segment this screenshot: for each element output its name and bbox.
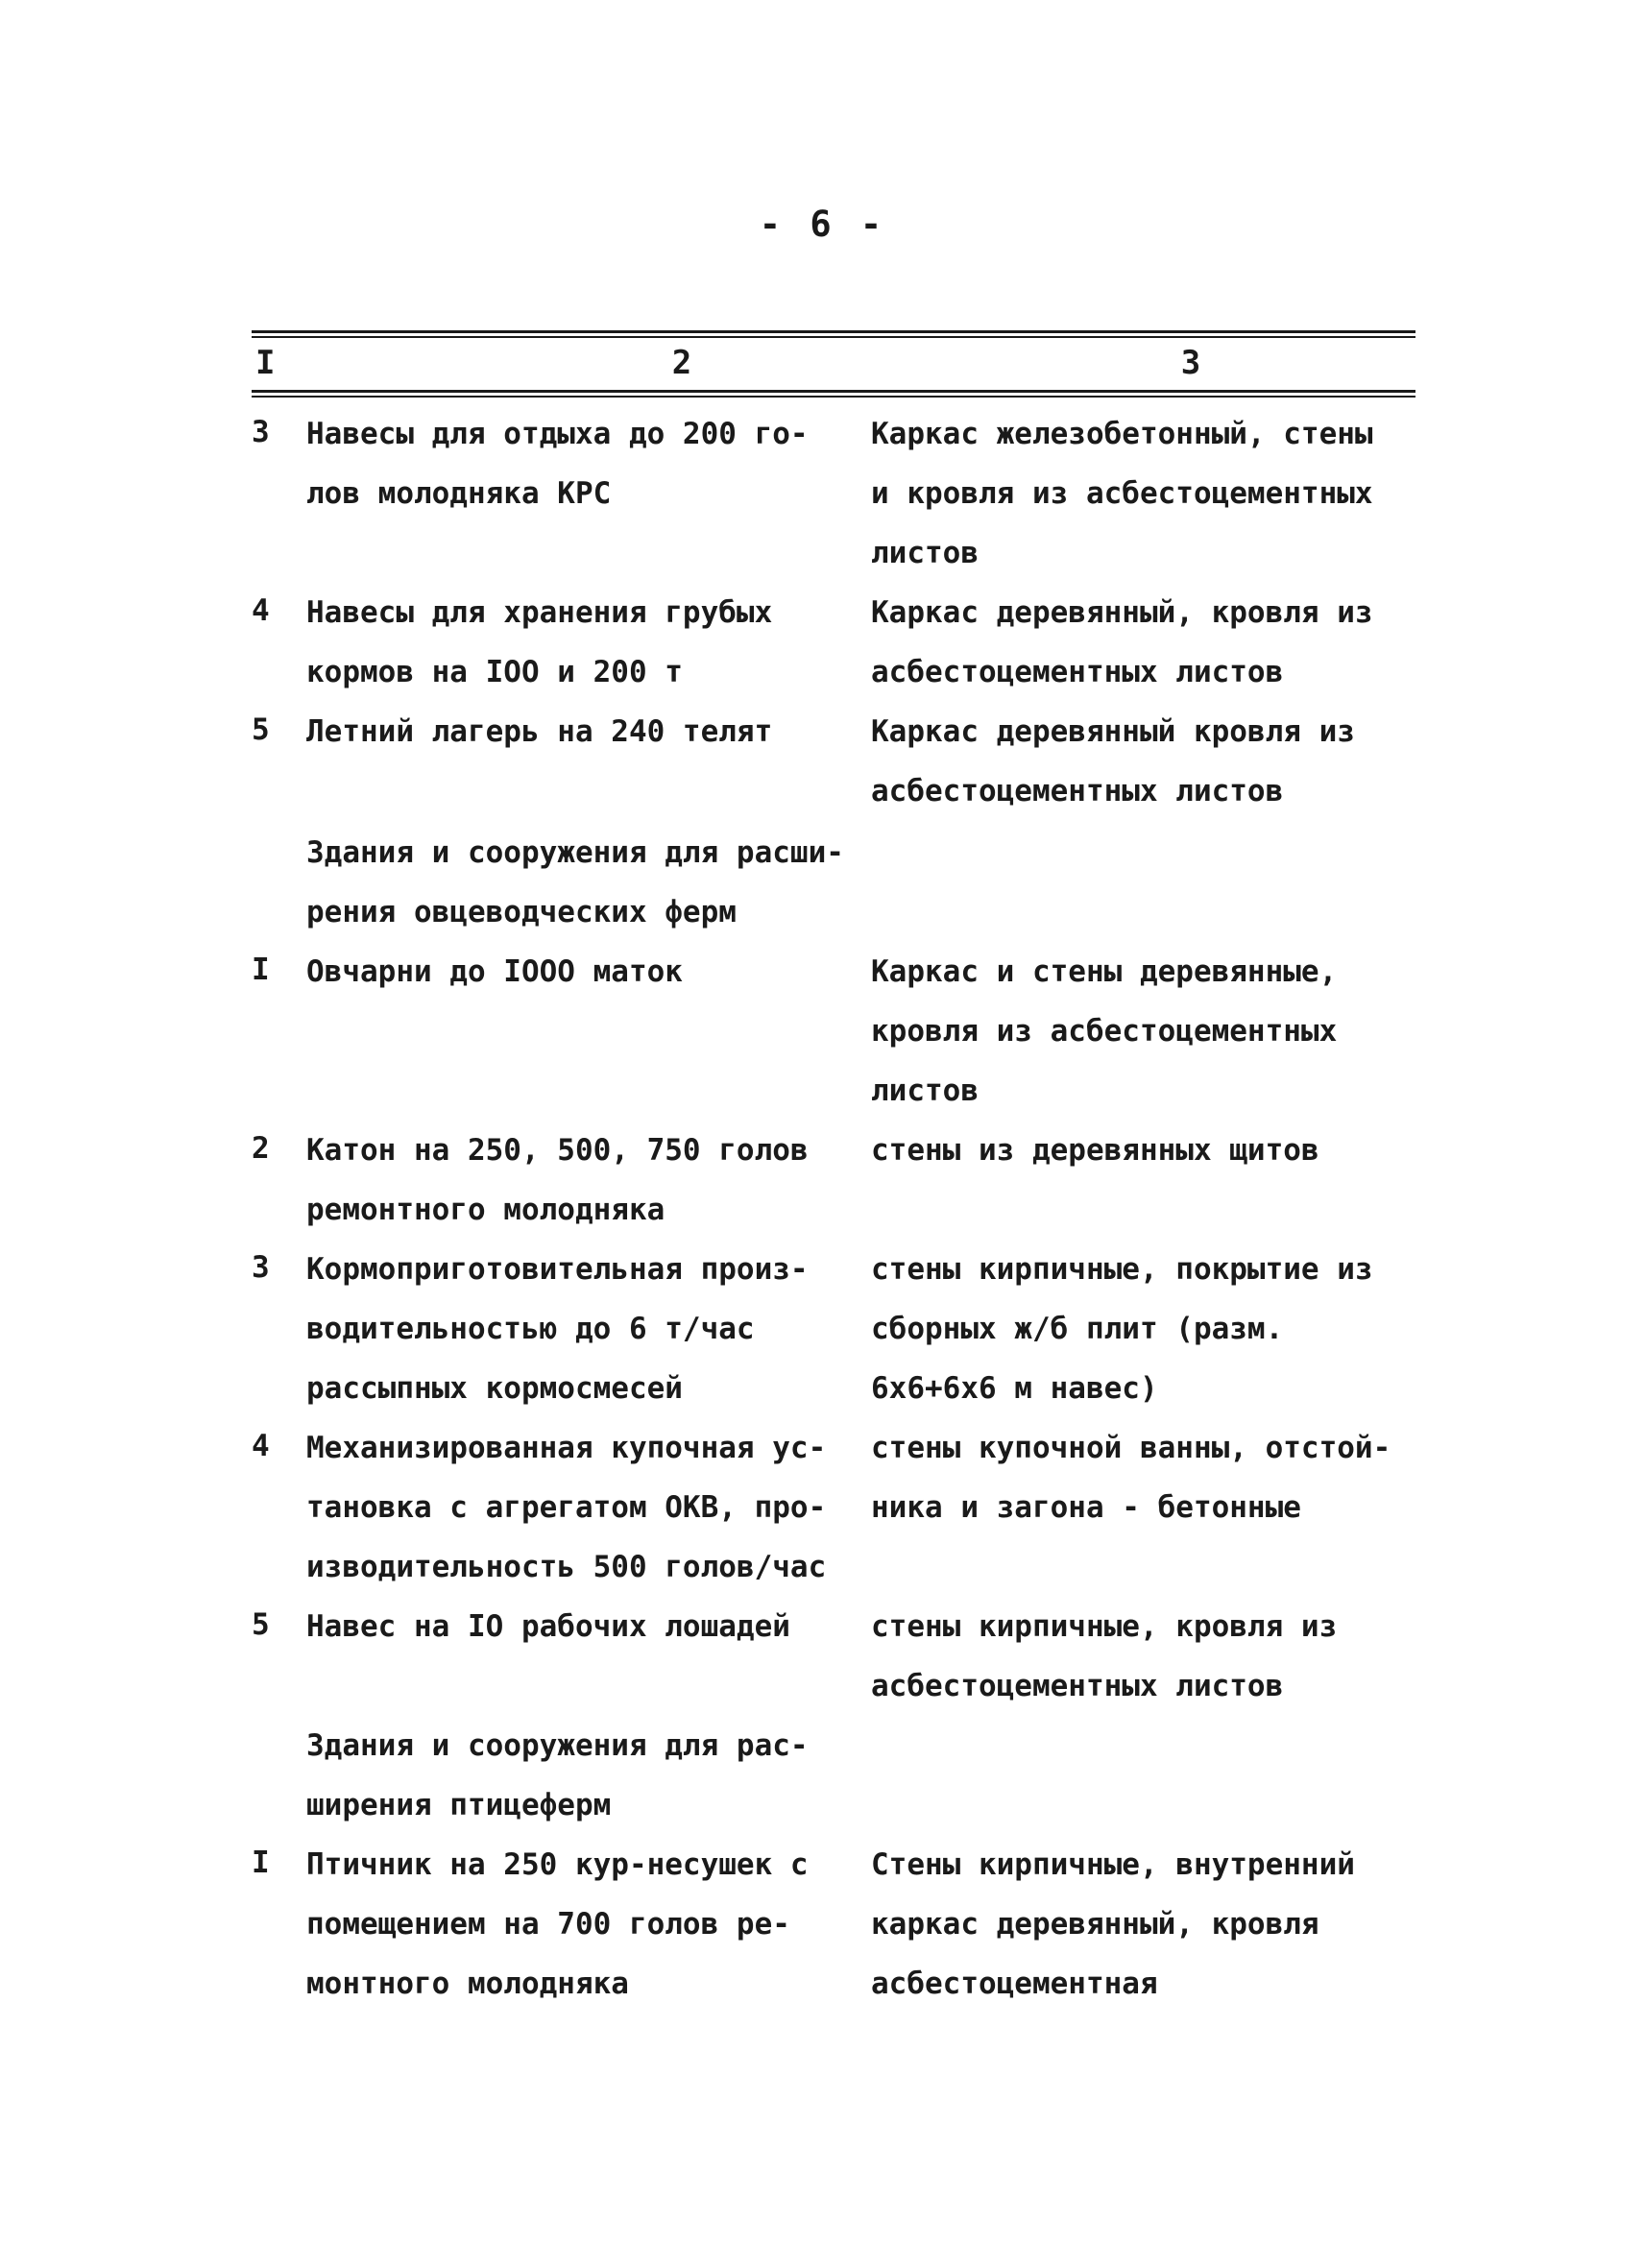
row-construction: листов	[871, 1074, 979, 1108]
row-construction: сборных ж/б плит (разм.	[871, 1312, 1284, 1346]
row-description: рассыпных кормосмесей	[306, 1371, 683, 1406]
row-number: 2	[252, 1131, 270, 1166]
row-construction: стены кирпичные, кровля из	[871, 1609, 1338, 1644]
section-heading: рения овцеводческих ферм	[306, 895, 737, 929]
row-number: 3	[252, 415, 270, 449]
row-construction: листов	[871, 536, 979, 570]
header-col-3: 3	[1180, 344, 1201, 382]
row-construction: асбестоцементных листов	[871, 774, 1284, 808]
row-description: монтного молодняка	[306, 1966, 629, 2001]
row-construction: асбестоцементная	[871, 1966, 1158, 2001]
row-description: Механизированная купочная ус-	[306, 1431, 827, 1465]
row-construction: Каркас деревянный кровля из	[871, 714, 1355, 749]
row-description: водительностью до 6 т/час	[306, 1312, 755, 1346]
header-col-1: I	[255, 344, 276, 382]
row-construction: ника и загона - бетонные	[871, 1490, 1301, 1525]
row-description: ремонтного молодняка	[306, 1193, 665, 1227]
section-heading: ширения птицеферм	[306, 1788, 612, 1822]
row-construction: стены кирпичные, покрытие из	[871, 1252, 1373, 1287]
row-number: 4	[252, 593, 270, 628]
row-construction: асбестоцементных листов	[871, 1669, 1284, 1703]
header-col-2: 2	[671, 344, 692, 382]
page-number: - 6 -	[759, 204, 886, 245]
row-description: Овчарни до IOOO маток	[306, 954, 683, 989]
row-construction: стены купочной ванны, отстой-	[871, 1431, 1391, 1465]
row-construction: кровля из асбестоцементных	[871, 1014, 1338, 1049]
row-construction: стены из деревянных щитов	[871, 1133, 1319, 1168]
row-description: Летний лагерь на 240 телят	[306, 714, 773, 749]
row-number: 5	[252, 1607, 270, 1642]
row-number: 4	[252, 1429, 270, 1463]
row-description: Навес на IO рабочих лошадей	[306, 1609, 790, 1644]
row-number: I	[252, 1846, 270, 1880]
row-number: I	[252, 953, 270, 987]
row-description: Птичник на 250 кур-несушек с	[306, 1847, 809, 1882]
row-construction: Каркас деревянный, кровля из	[871, 595, 1373, 630]
row-construction: 6х6+6х6 м навес)	[871, 1371, 1158, 1406]
row-description: Катон на 250, 500, 750 голов	[306, 1133, 809, 1168]
row-description: Навесы для хранения грубых	[306, 595, 773, 630]
row-description: помещением на 700 голов ре-	[306, 1907, 790, 1942]
row-description: кормов на IOO и 200 т	[306, 655, 683, 689]
row-construction: Стены кирпичные, внутренний	[871, 1847, 1355, 1882]
row-description: Навесы для отдыха до 200 го-	[306, 417, 809, 451]
row-description: Кормоприготовительная произ-	[306, 1252, 809, 1287]
row-number: 3	[252, 1250, 270, 1285]
section-heading: Здания и сооружения для расши-	[306, 835, 844, 870]
row-construction: каркас деревянный, кровля	[871, 1907, 1319, 1942]
row-construction: и кровля из асбестоцементных	[871, 476, 1373, 511]
row-description: изводительность 500 голов/час	[306, 1550, 827, 1584]
row-number: 5	[252, 712, 270, 747]
row-construction: Каркас и стены деревянные,	[871, 954, 1338, 989]
row-construction: асбестоцементных листов	[871, 655, 1284, 689]
row-description: тановка с агрегатом ОКВ, про-	[306, 1490, 827, 1525]
row-construction: Каркас железобетонный, стены	[871, 417, 1373, 451]
row-description: лов молодняка КРС	[306, 476, 612, 511]
section-heading: Здания и сооружения для рас-	[306, 1728, 809, 1763]
